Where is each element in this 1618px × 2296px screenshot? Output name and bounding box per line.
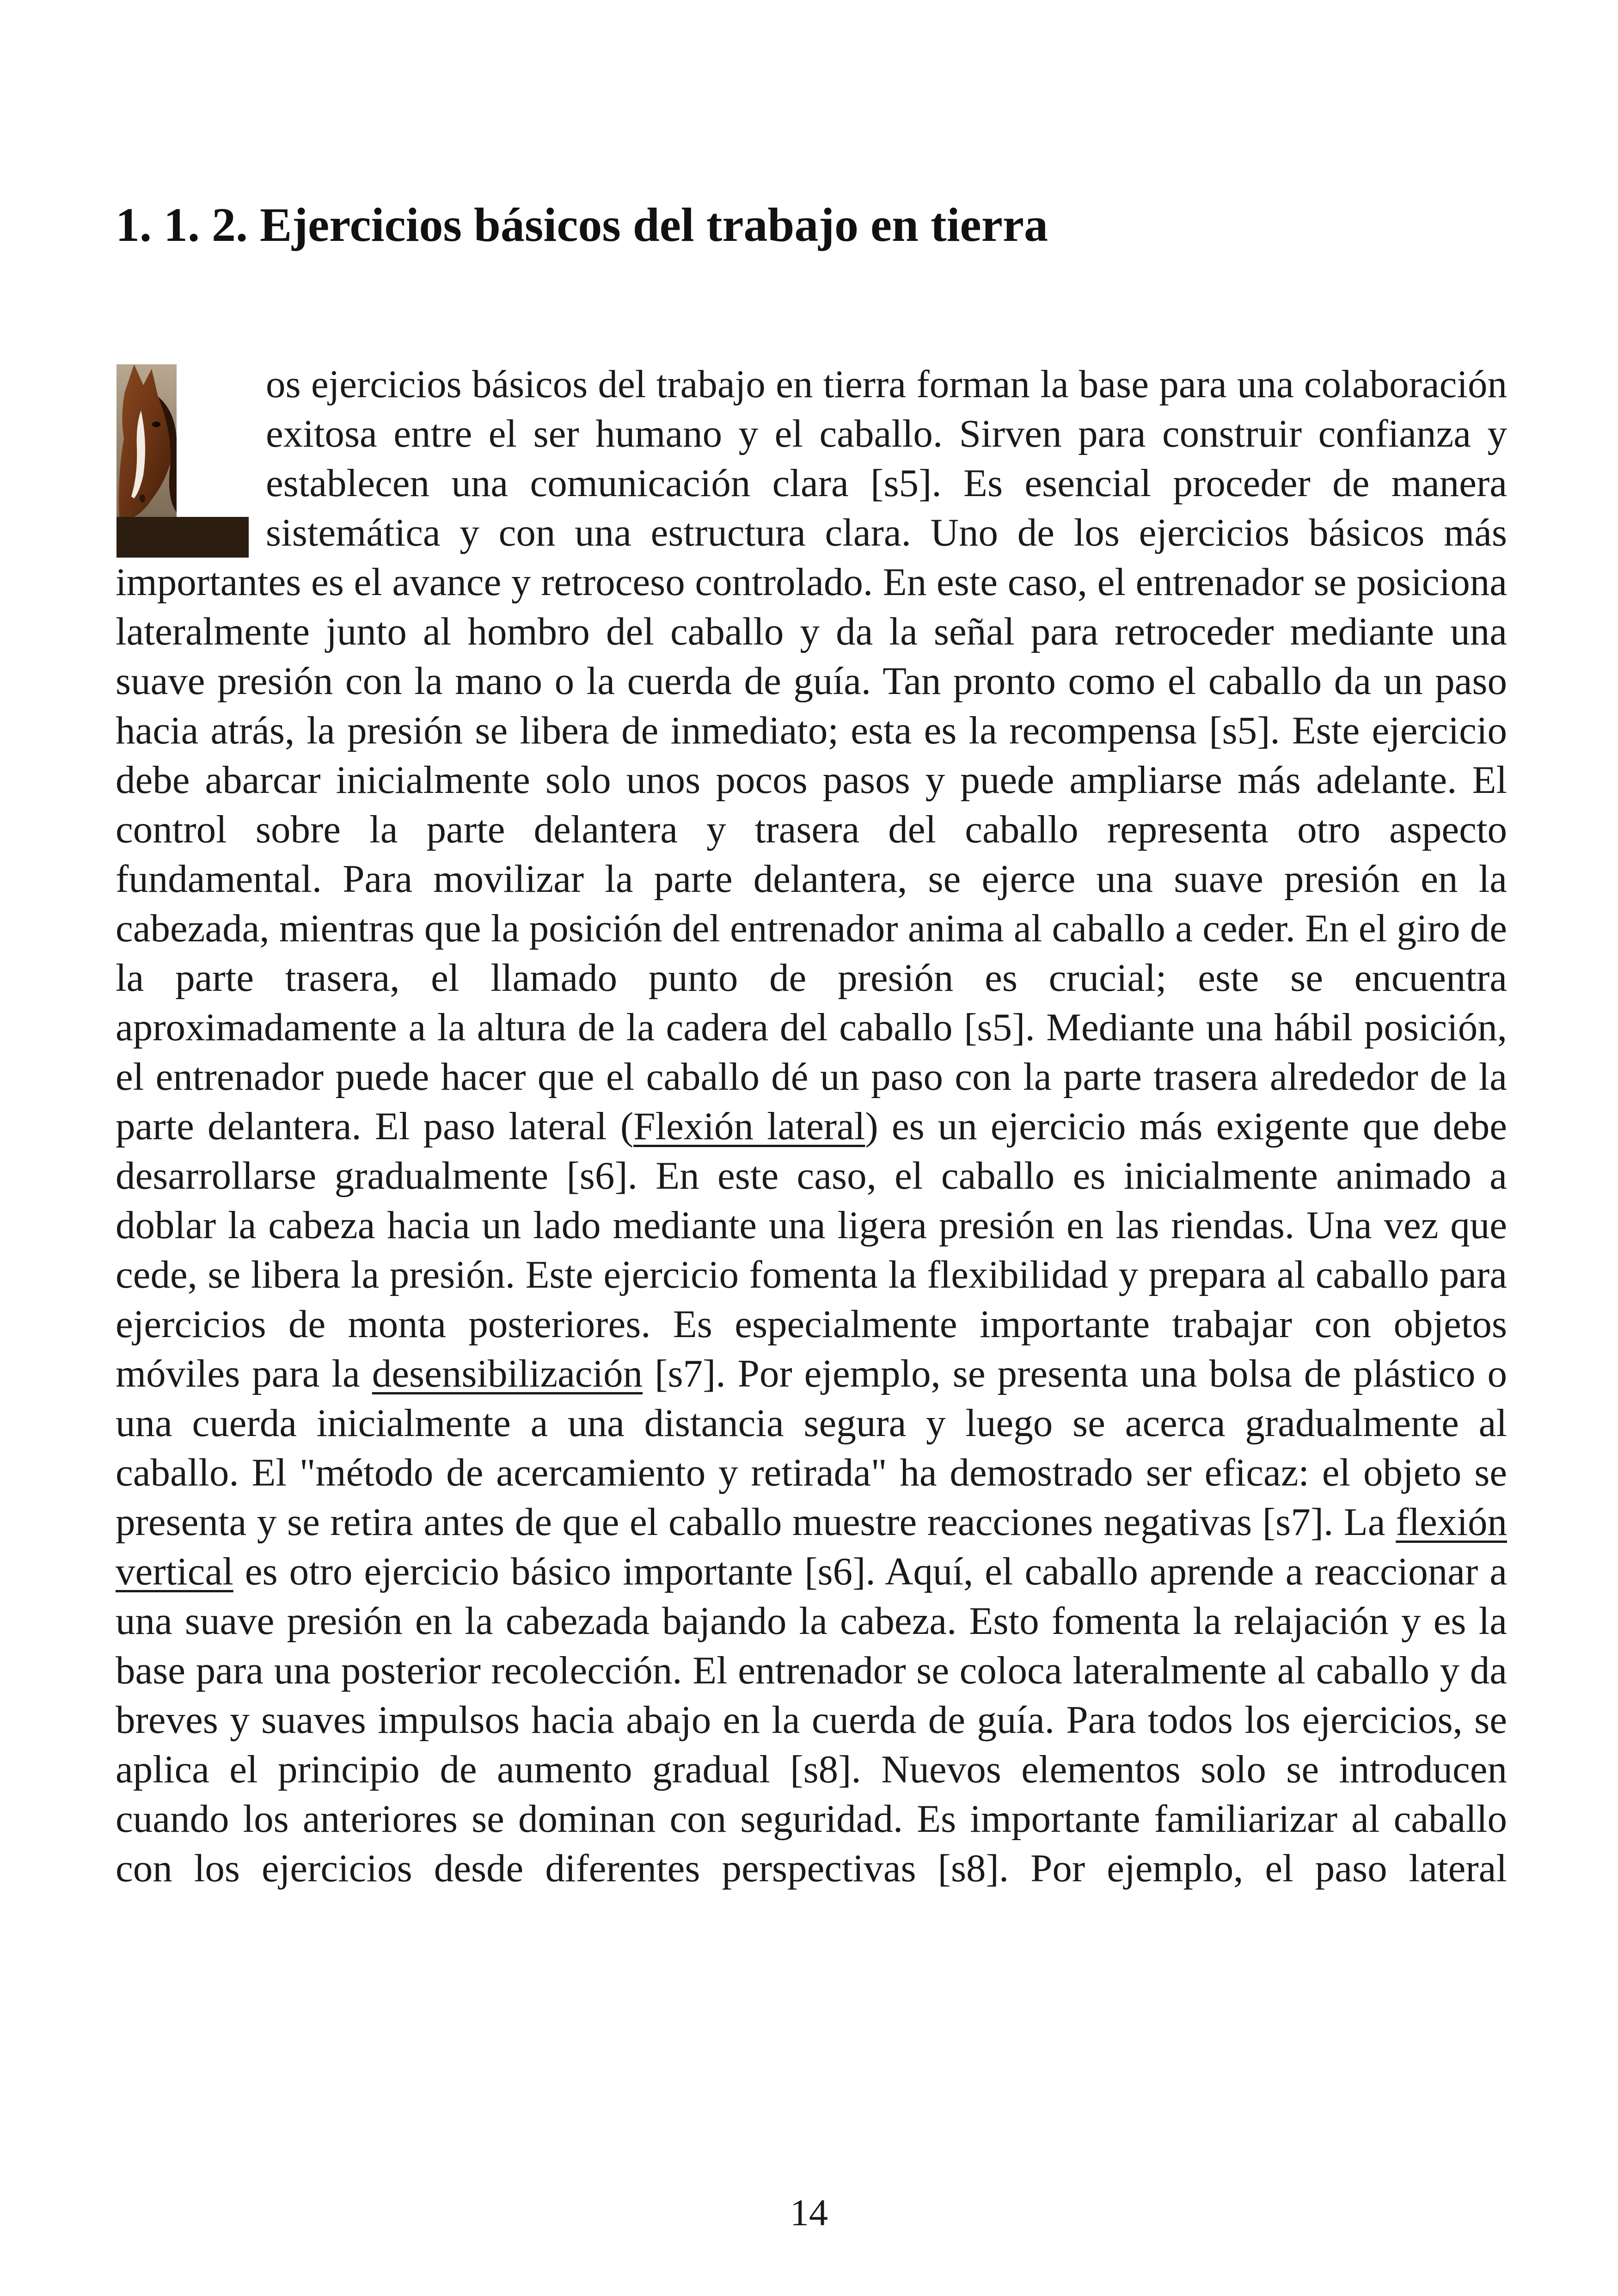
link-flexion-vertical[interactable]: flexión vertical — [116, 1500, 1507, 1593]
link-desensibilizacion[interactable]: desensibilización — [372, 1352, 643, 1395]
body-text-intro: os ejercicios básicos del trabajo en tierra forman la base para una colaboración exitosa entre el ser humano y el caballo. Sirven para construir confianza y establecen una comunicación clara [s5]. Es esencial proceder de manera sistemática y con una estructura clara. Uno de los ejercicios básicos más importantes es el avance y retroceso controlado. En este caso, el entrenador se posiciona lateralmente junto al hombro del caballo y da la señal para retroceder mediante una suave presión con la mano o la cuerda de guía. Tan pronto como el caballo da un paso hacia atrás, la presión se libera de inmediato; esta es la recompensa [s5]. Este ejercicio debe abarcar inicialmente solo unos pocos pasos y puede ampliarse más adelante. El control sobre la parte delantera y trasera del caballo representa otro aspecto fundamental. Para movilizar la parte delantera, se ejerce una suave presión en la cabezada, mientras que la posición del entrenador anima al caballo a ceder. En el giro de la parte trasera, el llamado punto de presión es crucial; este se encuentra aproximadamente a la altura de la cadera del caballo [s5]. Mediante una hábil posición, el entrenador puede hacer que el caballo dé un paso con la parte trasera alrededor de la parte delantera. El paso lateral ( — [116, 362, 1507, 1148]
page-number: 14 — [790, 2192, 828, 2234]
body-text-part3: [s7]. Por ejemplo, se presenta una bolsa de plástico o una cuerda inicialmente a una distancia segura y luego se acerca gradualmente al caballo. El "método de acercamiento y retirada" ha demostrado ser eficaz: el objeto se presenta y se retira antes de que el caballo muestre reacciones negativas [s7]. La — [116, 1352, 1508, 1544]
dropcap-horse-letter-l — [116, 360, 250, 558]
horse-head-icon — [116, 360, 250, 558]
link-flexion-lateral[interactable]: Flexión lateral — [633, 1105, 865, 1148]
body-text-part4: es otro ejercicio básico importante [s6]. Aquí, el caballo aprende a reaccionar a una suave presión en la cabezada bajando la cabeza. Esto fomenta la relajación y es la base para una posterior recolección. El entrenador se coloca lateralmente al caballo y da breves y suaves impulsos hacia abajo en la cuerda de guía. Para todos los ejercicios, se aplica el principio de aumento gradual [s8]. Nuevos elementos solo se introducen cuando los anteriores se dominan con seguridad. Es importante familiarizar al caballo con los ejercicios desde diferentes perspectivas [s8]. Por ejemplo, el paso lateral — [116, 1550, 1507, 1890]
body-paragraph — [116, 360, 1507, 1893]
section-heading: 1. 1. 2. Ejercicios básicos del trabajo en tierra — [116, 198, 1048, 252]
body-text-part2: ) es un ejercicio más exigente que debe desarrollarse gradualmente [s6]. En este caso, el caballo es inicialmente animado a doblar la cabeza hacia un lado mediante una ligera presión en las riendas. Una vez que cede, se libera la presión. Este ejercicio fomenta la flexibilidad y prepara al caballo para ejercicios de monta posteriores. Es especialmente importante trabajar con objetos móviles para la — [116, 1105, 1507, 1395]
